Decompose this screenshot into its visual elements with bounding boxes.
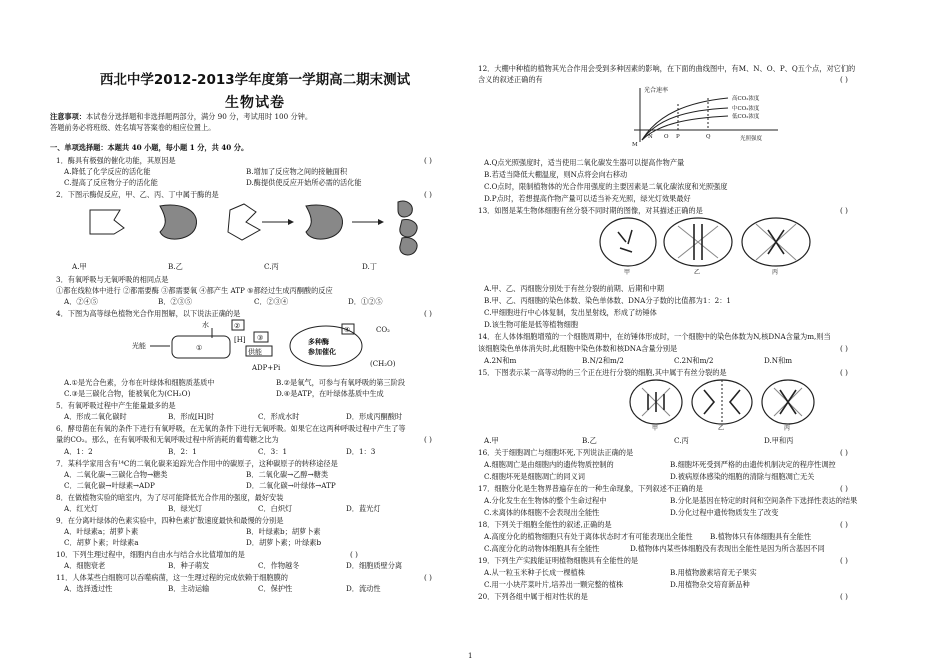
q6-c: C．3：1 bbox=[258, 447, 288, 456]
q13-c: C.甲细胞进行中心体复制，发出星射线，形成了纺锤体 bbox=[484, 308, 657, 317]
q7-a: A．二氧化碳→三碳化合物→糖类 bbox=[64, 470, 168, 479]
q13: 13．如图是某生物体细胞有丝分裂不同时期的图像，对其描述正确的是 bbox=[478, 206, 703, 215]
photosynthesis-figure bbox=[130, 318, 430, 372]
label-light-intensity: 光照强度 bbox=[740, 136, 763, 142]
q2-c: C.丙 bbox=[264, 262, 279, 271]
q14-b: B.N/2和m/2 bbox=[582, 356, 624, 365]
q4-d: D.④是ATP，在叶绿体基质中生成 bbox=[276, 389, 384, 398]
q19: 19．下列生产实践能证明植物细胞具有全能性的是 bbox=[478, 556, 639, 565]
label-jia: 甲 bbox=[624, 269, 631, 276]
q11-d: D．流动性 bbox=[346, 584, 381, 593]
q15-b: B.乙 bbox=[582, 436, 597, 445]
label-2: ② bbox=[234, 322, 241, 330]
q14: 14．在人体体细胞增殖的一个细胞周期中，在纺锤体形成时，一个细胞中的染色体数为N,核DNA含量为m,则当 bbox=[478, 332, 831, 341]
q2-b: B.乙 bbox=[168, 262, 183, 271]
q3-d: D．①②⑤ bbox=[348, 297, 383, 306]
q18-c: C.高度分化的动物体细胞具有全能性 bbox=[484, 544, 600, 553]
q9: 9．在分离叶绿体的色素实验中，四种色素扩散速度最快和最慢的分别是 bbox=[56, 516, 284, 525]
q1-b: B.增加了反应物之间的接触面积 bbox=[246, 167, 348, 176]
q5-c: C．形成水时 bbox=[258, 412, 300, 421]
q9-b: B．叶绿素b；胡萝卜素 bbox=[246, 527, 321, 536]
answer-paren: ( ) bbox=[840, 448, 848, 457]
q16: 16．关于细胞凋亡与细胞坏死,下列说法正确的是 bbox=[478, 448, 634, 457]
answer-paren: ( ) bbox=[840, 520, 848, 529]
q12-line2: 含义的叙述正确的有 bbox=[478, 75, 543, 84]
q17: 17．细胞分化是生物界普遍存在的一种生命现象，下列叙述不正确的是 bbox=[478, 484, 703, 493]
q14-a: A.2N和m bbox=[484, 356, 517, 365]
q6-a: A．1：2 bbox=[64, 447, 93, 456]
q3: 3．有氧呼吸与无氧呼吸的相同点是 bbox=[56, 275, 169, 284]
q19-c: C.用一小块芹菜叶片,培养出一颗完整的植株 bbox=[484, 580, 624, 589]
label-o: O bbox=[664, 134, 669, 140]
q16-a: A.细胞凋亡是由细胞内的遗传物质控制的 bbox=[484, 460, 614, 469]
q3-b: B．②③⑤ bbox=[158, 297, 193, 306]
q8-d: D．蓝光灯 bbox=[346, 504, 381, 513]
q17-c: C.未离体的体细胞不会表现出全能性 bbox=[484, 508, 600, 517]
label-energy: 供能 bbox=[248, 348, 262, 356]
label-bing: 丙 bbox=[784, 425, 791, 432]
label-low-co2: 低CO₂浓度 bbox=[732, 114, 760, 120]
light-curve-figure bbox=[628, 84, 788, 154]
q4: 4．下图为高等绿色植物光合作用图解，以下说法正确的是 bbox=[56, 309, 241, 318]
enzyme-figure bbox=[80, 198, 450, 258]
q17-a: A.分化发生在生物体的整个生命过程中 bbox=[484, 496, 607, 505]
q10-b: B．种子萌发 bbox=[168, 561, 210, 570]
q14-c: C.2N和m/2 bbox=[674, 356, 714, 365]
q10-a: A．细胞衰老 bbox=[64, 561, 106, 570]
answer-paren: ( ) bbox=[840, 368, 848, 377]
q16-d: D.被病原体感染的细胞的清除与细胞凋亡无关 bbox=[670, 472, 815, 481]
label-light: 光能 bbox=[132, 342, 146, 350]
label-m: M bbox=[632, 142, 638, 148]
q4-c: C.③是三碳化合物，能被氧化为(CH₂O) bbox=[64, 389, 191, 398]
q4-a: A.①是光合色素，分布在叶绿体和细胞质基质中 bbox=[64, 378, 215, 387]
answer-paren: ( ) bbox=[424, 435, 432, 444]
q7: 7．某科学家用含有¹⁴C的二氧化碳来追踪光合作用中的碳原子，这种碳原子的转移途径是 bbox=[56, 459, 338, 468]
q19-b: B.用植物激素培育无子果实 bbox=[670, 568, 757, 577]
q13-d: D.该生物可能是低等植物细胞 bbox=[484, 320, 579, 329]
q11-c: C．保护性 bbox=[258, 584, 293, 593]
q8-c: C．白炽灯 bbox=[258, 504, 293, 513]
q3-c: C．②③④ bbox=[254, 297, 289, 306]
label-water: 水 bbox=[202, 321, 209, 329]
q12-a: A.Q点光照强度时，适当使用二氧化碳发生器可以提高作物产量 bbox=[484, 158, 685, 167]
q2-a: A.甲 bbox=[72, 262, 87, 271]
q20: 20．下列各组中属于相对性状的是 bbox=[478, 592, 588, 601]
q6-b: B．2：1 bbox=[168, 447, 197, 456]
label-adp: ADP+Pi bbox=[252, 364, 281, 372]
q15-c: C.丙 bbox=[674, 436, 689, 445]
q15-d: D.甲和丙 bbox=[764, 436, 794, 445]
answer-paren: ( ) bbox=[424, 190, 432, 199]
q1-c: C.提高了反应物分子的活化能 bbox=[64, 178, 158, 187]
answer-paren: ( ) bbox=[840, 592, 848, 601]
answer-paren: ( ) bbox=[840, 344, 848, 353]
q1-d: D.酶提供使反应开始所必需的活化能 bbox=[246, 178, 362, 187]
q12-b: B.若适当降低大棚温度，则N点将会向右移动 bbox=[484, 170, 628, 179]
q3-options: ①都在线粒体中进行 ②都需要酶 ③都需要氧 ④都产生 ATP ⑤都经过生成丙酮酸的反应 bbox=[56, 286, 333, 295]
label-n: N bbox=[648, 134, 653, 140]
q4-b: B.②是氧气，可参与有氧呼吸的第三阶段 bbox=[276, 378, 406, 387]
label-mid-co2: 中CO₂浓度 bbox=[732, 106, 760, 112]
q6-d: D．1：3 bbox=[346, 447, 376, 456]
label-yi: 乙 bbox=[694, 269, 701, 276]
q17-b: B.分化是基因在特定的时间和空间条件下选择性表达的结果 bbox=[670, 496, 858, 505]
label-high-co2: 高CO₂浓度 bbox=[732, 96, 760, 102]
label-4: ④ bbox=[344, 326, 351, 334]
q7-c: C．二氧化碳→叶绿素→ADP bbox=[64, 481, 155, 490]
label-bing: 丙 bbox=[772, 269, 779, 276]
q11-a: A．选择透过性 bbox=[64, 584, 113, 593]
q11: 11．人体某些白细胞可以吞噬病菌，这一生理过程的完成依赖于细胞膜的 bbox=[56, 573, 288, 582]
q2: 2．下图示酶促反应，甲、乙、丙、丁中属于酶的是 bbox=[56, 190, 219, 199]
answer-paren: ( ) bbox=[424, 156, 432, 165]
answer-paren: ( ) bbox=[840, 556, 848, 565]
answer-paren: ( ) bbox=[424, 573, 432, 582]
label-enzymes: 多种酶 bbox=[308, 337, 329, 346]
q7-b: B．二氧化碳→乙醇→糖类 bbox=[246, 470, 329, 479]
label-jia: 甲 bbox=[652, 425, 659, 432]
q16-c: C.细胞坏死是细胞凋亡的同义词 bbox=[484, 472, 585, 481]
answer-paren: ( ) bbox=[840, 75, 848, 84]
notice-line2: 答题前务必将班级、姓名填写答案卷的相应位置上。 bbox=[50, 123, 216, 132]
answer-paren: ( ) bbox=[350, 550, 358, 559]
q1: 1．酶具有极强的催化功能，其原因是 bbox=[56, 156, 176, 165]
mitosis-figure bbox=[598, 214, 818, 276]
q5-a: A．形成二氧化碳时 bbox=[64, 412, 127, 421]
q5: 5．有氧呼吸过程中产生能量最多的是 bbox=[56, 401, 176, 410]
label-p: P bbox=[676, 134, 680, 140]
label-h: [H] bbox=[234, 336, 246, 344]
answer-paren: ( ) bbox=[840, 206, 848, 215]
q10-d: D．细胞质壁分离 bbox=[346, 561, 403, 570]
q5-d: D．形成丙酮酸时 bbox=[346, 412, 403, 421]
q10: 10．下列生理过程中，细胞内自由水与结合水比值增加的是 bbox=[56, 550, 245, 559]
q15-a: A.甲 bbox=[484, 436, 499, 445]
q17-d: D.分化过程中遗传物质发生了改变 bbox=[670, 508, 779, 517]
q8-a: A．红光灯 bbox=[64, 504, 98, 513]
q18-d: D.植物体内某些体细胞没有表现出全能性是因为所含基因不同 bbox=[630, 544, 825, 553]
q14-line2: 该细胞染色单体消失时,此细胞中染色体数和核DNA含量分别是 bbox=[478, 344, 678, 353]
q18-a: A.高度分化的植物细胞只有处于离体状态时才有可能表现出全能性 bbox=[484, 532, 693, 541]
q19-d: D.用植物杂交培育新品种 bbox=[670, 580, 750, 589]
q15: 15．下图表示某一高等动物的三个正在进行分裂的细胞,其中属于有丝分裂的是 bbox=[478, 368, 727, 377]
q8: 8．在做植物实验的暗室内，为了尽可能降低光合作用的强度，最好安装 bbox=[56, 493, 284, 502]
q10-c: C．作物越冬 bbox=[258, 561, 300, 570]
q6-line2: 量的CO₂。那么，在有氧呼吸和无氧呼吸过程中所消耗的葡萄糖之比为 bbox=[56, 435, 279, 444]
exam-subject: 生物试卷 bbox=[225, 95, 285, 111]
q8-b: B．绿光灯 bbox=[168, 504, 203, 513]
page-number: 1 bbox=[468, 652, 473, 660]
exam-title: 西北中学2012-2013学年度第一学期高二期末测试 bbox=[99, 72, 411, 88]
answer-paren: ( ) bbox=[840, 484, 848, 493]
label-catalysis: 参加催化 bbox=[308, 347, 336, 356]
label-3: ③ bbox=[257, 334, 264, 342]
label-q: Q bbox=[706, 134, 711, 140]
notice: 注意事项：本试卷分选择题和非选择题两部分，满分 90 分，考试用时 100 分钟。 bbox=[50, 112, 313, 121]
label-yi: 乙 bbox=[718, 425, 725, 432]
label-co2: CO₂ bbox=[376, 326, 390, 334]
q12-d: D.P点时，若想提高作物产量可以适当补充光照，绿光灯效果最好 bbox=[484, 194, 691, 203]
q13-a: A.甲、乙、丙细胞分别处于有丝分裂的前期、后期和中期 bbox=[484, 284, 664, 293]
q18: 18．下列关于细胞全能性的叙述,正确的是 bbox=[478, 520, 612, 529]
q19-a: A.从一粒玉米种子长成一棵植株 bbox=[484, 568, 585, 577]
q18-b: B.植物体只有体细胞具有全能性 bbox=[710, 532, 812, 541]
q1-a: A.降低了化学反应的活化能 bbox=[64, 167, 151, 176]
q9-c: C．胡萝卜素；叶绿素a bbox=[64, 538, 139, 547]
q12-c: C.O点时，限制植物体的光合作用强度的主要因素是二氧化碳浓度和光照强度 bbox=[484, 182, 728, 191]
q7-d: D．二氧化碳→叶绿体→ATP bbox=[246, 481, 336, 490]
q14-d: D.N和m bbox=[764, 356, 793, 365]
q11-b: B．主动运输 bbox=[168, 584, 210, 593]
label-ch2o: (CH₂O) bbox=[370, 360, 396, 368]
answer-paren: ( ) bbox=[424, 309, 432, 318]
q9-a: A．叶绿素a；胡萝卜素 bbox=[64, 527, 139, 536]
q3-a: A．②④⑤ bbox=[64, 297, 98, 306]
animal-division-figure bbox=[628, 376, 818, 432]
q2-d: D.丁 bbox=[362, 262, 377, 271]
q16-b: B.细胞坏死受到严格的由遗传机制决定的程序性调控 bbox=[670, 460, 836, 469]
q6: 6．酵母菌在有氧的条件下进行有氧呼吸，在无氧的条件下进行无氧呼吸。如果它在这两种呼吸过程中产生了等 bbox=[56, 424, 406, 433]
q12: 12．大棚中种植的植物其光合作用会受到多种因素的影响，在下面的曲线图中，有M、N、O、P、Q五个点，对它们的 bbox=[478, 64, 856, 73]
q5-b: B．形成[H]时 bbox=[168, 412, 214, 421]
label-rate: 光合速率 bbox=[644, 87, 669, 94]
q9-d: D．胡萝卜素；叶绿素b bbox=[246, 538, 322, 547]
section-heading: 一、单项选择题：本题共 40 小题，每小题 1 分，共 40 分。 bbox=[50, 143, 249, 152]
label-pigment: ① bbox=[196, 344, 203, 352]
q13-b: B.甲、乙、丙细胞的染色体数、染色单体数、DNA分子数的比值都为1：2：1 bbox=[484, 296, 731, 305]
